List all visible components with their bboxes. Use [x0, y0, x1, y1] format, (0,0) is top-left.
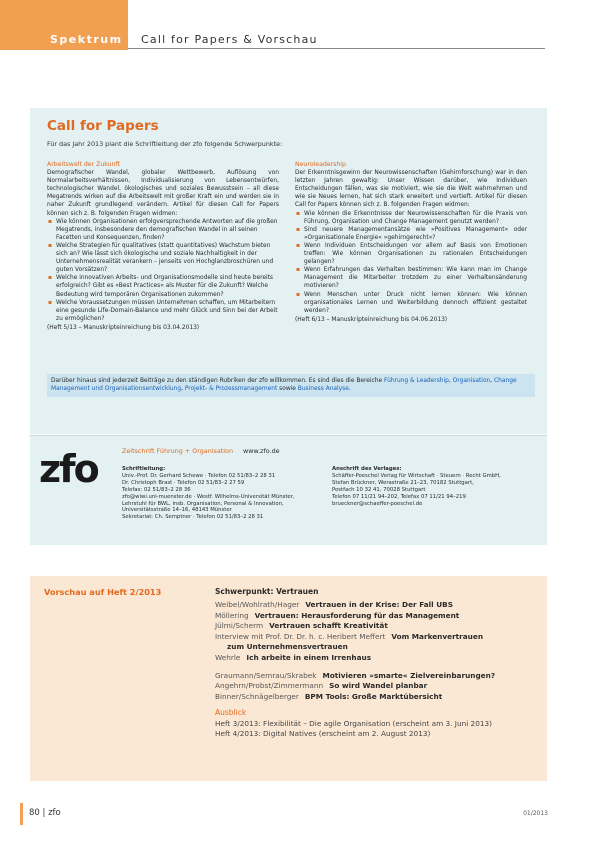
preview-box [30, 576, 547, 781]
zfo-editor-line: zfo@wiwi.uni-muenster.de · Westf. Wilhelms-Universität Münster, [122, 493, 295, 500]
article-title: Vertrauen: Herausforderung für das Management [254, 610, 460, 620]
zfo-publisher-line: Postfach 10 32 41, 70028 Stuttgart [332, 486, 426, 493]
zfo-editor-line: Universitätsstraße 14–16, 48143 Münster [122, 507, 232, 514]
section-label: Spektrum [50, 33, 123, 46]
page-title: Call for Papers & Vorschau [141, 33, 318, 46]
preview-focus-topic: Schwerpunkt: Vertrauen [215, 587, 319, 596]
preview-title: Vorschau auf Heft 2/2013 [44, 587, 162, 597]
article-author: Graumann/Semrau/Skrabek [215, 670, 317, 680]
list-item [215, 692, 535, 703]
cfp-note [47, 374, 535, 397]
zfo-publisher-line: Schäffer-Poeschel Verlag für Wirtschaft · Steuern · Recht GmbH, [332, 472, 501, 479]
article-author: Jülmi/Scherm [215, 621, 264, 631]
list-item: ▪ Wie können Organisationen erfolgversprechende Antworten auf die großen Megatrends, insbesondere den demografischen Wandel in all seinen Facetten und Konsequenzen, finden? [47, 218, 279, 242]
list-item: ▪ Wenn Individuen Entscheidungen vor allem auf Basis von Emotionen treffen: Wie können Organisationen zu rationalen Entscheidungen gelangen? [295, 242, 527, 266]
header-rule-accent [0, 48, 128, 50]
link-change-management[interactable]: Change Management und Organisationsentwicklung [51, 378, 517, 393]
zfo-editor-line: Telefax: 02 51/83–2 28 36 [122, 486, 191, 493]
list-item [215, 600, 535, 611]
zfo-editor-line: Dr. Christoph Brast · Telefon 02 51/83–2 27 59 [122, 479, 245, 486]
list-item: ▪ Wenn Erfahrungen das Verhalten bestimmen: Wie kann man im Change Management die Mitarbeiter trotzdem zu einer Verhaltensänderung motivieren? [295, 266, 527, 290]
zfo-logo-text: zfo [39, 449, 98, 489]
outlook-heading: Ausblick [215, 708, 247, 718]
article-title: So wird Wandel planbar [329, 681, 428, 691]
footer-accent-bar [20, 803, 23, 825]
zfo-publisher-line: brueckner@schaeffer-poeschel.de [332, 500, 423, 507]
cfp-right-heading: Neuroleadership [295, 161, 346, 168]
cfp-right-bullets [295, 210, 527, 315]
article-title: zum Unternehmensvertrauen [227, 642, 348, 652]
zfo-editor-label: Schriftleitung: [122, 466, 166, 472]
cfp-column-right [295, 161, 527, 324]
list-item: ▪ Welche Voraussetzungen müssen Unternehmen schaffen, um Mitarbeitern eine gesunde Life-Domain-Balance und mehr Glück und Sinn bei der Arbeit zu ermöglichen? [47, 299, 279, 323]
article-author: Angehrn/Probst/Zimmermann [215, 681, 324, 691]
cfp-intro: Für das Jahr 2013 plant die Schriftleitung der zfo folgende Schwerpunkte: [47, 140, 283, 148]
list-item [215, 653, 535, 664]
cfp-left-heading: Arbeitswelt der Zukunft [47, 161, 120, 168]
spacer [215, 664, 535, 671]
zfo-publisher-label: Anschrift des Verlages: [332, 466, 402, 472]
cfp-right-body: Der Erkenntnisgewinn der Neurowissenschaften (Gehirnforschung) war in den letzten Jahren gewaltig: Unser Wissen darüber, wie Individuen Entscheidungen fällen, was sie motiviert, wie sie die Welt wahrnehmen und wie sie Neues lernen, hat sich stark erweitert und vertieft. Artikel für diesen Call for Papers können sich z. B. folgenden Fragen widmen: [295, 170, 527, 209]
list-item: ▪ Welche innovativen Arbeits- und Organisationsmodelle sind heute bereits erfolgreich? Gibt es »Best Practices« als Muster für die Zukunft? Welche Bedeutung wird temporären Organisationen zukommen? [47, 274, 279, 298]
outlook-line: Heft 3/2013: Flexibilität – Die agile Organisation (erscheint am 3. Juni 2013) [215, 719, 492, 729]
outlook-line: Heft 4/2013: Digital Natives (erscheint am 2. August 2013) [215, 729, 431, 739]
issue-number: 01/2013 [523, 810, 548, 817]
cfp-title: Call for Papers [47, 118, 159, 134]
cfp-left-bullets [47, 218, 279, 323]
cfp-column-left [47, 161, 279, 332]
article-author: Wehrle [215, 652, 241, 662]
zfo-editor-line: Lehrstuhl für BWL, insb. Organisation, Personal & Innovation, [122, 500, 284, 507]
note-text: Darüber hinaus sind jederzeit Beiträge zu den ständigen Rubriken der zfo willkommen. Es sind dies die Bereiche [51, 378, 385, 384]
article-title: Vertrauen schafft Kreativität [269, 621, 388, 631]
zfo-journal-name: Zeitschrift Führung + Organisation [122, 447, 234, 455]
note-sep: sowie [277, 386, 298, 393]
list-item: ▪ Welche Strategien für qualitatives (statt quantitatives) Wachstum bieten sich an? Wie lässt sich ökologische und soziale Nachhaltigkeit in der Unternehmensrealität verankern – jenseits von Hochglanzbroschüren und guten Vorsätzen? [47, 242, 279, 274]
list-item: ▪ Wie können die Erkenntnisse der Neurowissenschaften für die Praxis von Führung, Organisation und Change Management genutzt werden? [295, 210, 527, 226]
list-item [215, 632, 535, 643]
cfp-left-body: Demografischer Wandel, globaler Wettbewerb, Auflösung von Normalarbeitsverhältnissen, Individualisierung von Lebensentwürfen, technologischer Wandel, ökologisches und soziales Bewusstsein – all diese Megatrends wirken auf die Arbeitswelt mit großer Kraft ein und werden sie in naher Zukunft grundlegend verändern. Artikel für diesen Call for Papers können sich z. B. folgenden Fragen widmen: [47, 170, 279, 217]
call-for-papers-box [30, 108, 547, 434]
list-item [215, 681, 535, 692]
zfo-heading [122, 447, 280, 455]
cfp-left-footer: (Heft 5/13 – Manuskripteinreichung bis 03.04.2013) [47, 324, 200, 331]
zfo-logo [39, 449, 107, 489]
article-author: Interview mit Prof. Dr. Dr. h. c. Heribert Meffert [215, 631, 386, 641]
list-item [215, 671, 535, 682]
note-sep: , [448, 378, 453, 384]
article-title: BPM Tools: Große Marktübersicht [304, 691, 443, 701]
article-author: Möllering [215, 610, 249, 620]
zfo-publisher-line: Telefon 07 11/21 94–202, Telefax 07 11/21 94–219 [332, 493, 466, 500]
article-title: Vom Markenvertrauen [391, 631, 484, 641]
article-title: Vertrauen in der Krise: Der Fall UBS [305, 600, 453, 609]
zfo-url[interactable]: www.zfo.de [243, 447, 280, 455]
link-projekt-prozessmanagement[interactable]: Projekt- & Prozessmanagement [184, 386, 278, 393]
article-author: Weibel/Wohlrath/Hager [215, 600, 300, 609]
article-title: Ich arbeite in einem Irrenhaus [246, 652, 372, 662]
note-sep: , [490, 378, 495, 384]
cfp-right-footer: (Heft 6/13 – Manuskripteinreichung bis 04.06.2013) [295, 316, 448, 323]
zfo-editor-block [122, 466, 295, 521]
list-item [215, 642, 535, 653]
zfo-publisher-block [332, 466, 501, 507]
link-fuehrung-leadership[interactable]: Führung & Leadership [384, 378, 449, 384]
list-item [215, 611, 535, 622]
note-end: . [348, 386, 351, 393]
zfo-publisher-line: Stefan Brückner, Werastraße 21–23, 70182 Stuttgart, [332, 479, 474, 486]
list-item: ▪ Wenn Menschen unter Druck nicht lernen können: Wie können organisationales Lernen und Weiterbildung dennoch effizient gestaltet werden? [295, 291, 527, 315]
preview-contents [215, 587, 535, 739]
link-business-analyse[interactable]: Business Analyse [297, 386, 349, 393]
zfo-editor-line: Sekretariat: Ch. Semptner · Telefon 02 51/83–2 28 31 [122, 514, 264, 521]
zfo-editor-line: Univ.-Prof. Dr. Gerhard Schewe · Telefon 02 51/83–2 28 31 [122, 472, 276, 479]
page-number: 80 | zfo [29, 808, 61, 818]
article-author: Binner/Schnägelberger [215, 691, 299, 701]
list-item [215, 621, 535, 632]
article-title: Motivieren »smarte« Zielvereinbarungen? [322, 670, 496, 680]
note-sep: , [181, 386, 185, 393]
link-organisation[interactable]: Organisation [452, 378, 491, 384]
zfo-imprint-box [30, 435, 547, 545]
list-item: ▪ Sind neuere Managementansätze wie »Positives Management« oder »Organisationale Energie« »gehirngerecht«? [295, 226, 527, 242]
